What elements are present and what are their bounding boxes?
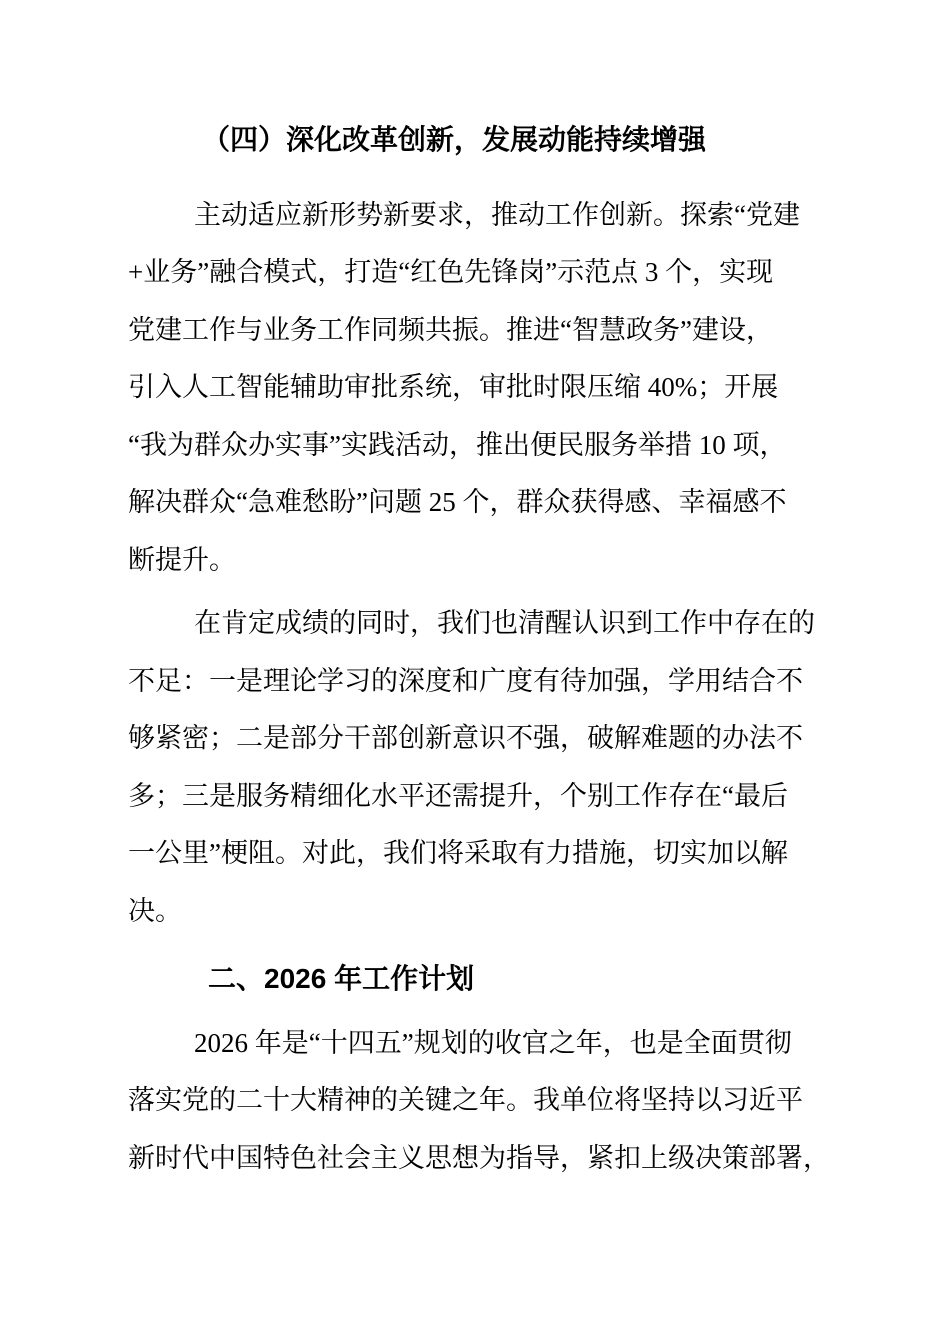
paragraph-line: 解决群众“急难愁盼”问题 25 个，群众获得感、幸福感不 <box>128 487 787 517</box>
paragraph-line: “我为群众办实事”实践活动，推出便民服务举措 10 项， <box>128 429 787 460</box>
heading-text: （四）深化改革创新，发展动能持续增强 <box>202 124 707 155</box>
paragraph-shortcomings <box>128 595 910 940</box>
paragraph-line: 主动适应新形势新要求，推动工作创新。探索“党建 <box>194 199 800 230</box>
paragraph-line: 够紧密；二是部分干部创新意识不强，破解难题的办法不 <box>128 723 803 753</box>
paragraph-line: 不足：一是理论学习的深度和广度有待加强，学用结合不 <box>128 665 803 696</box>
paragraph-line: 在肯定成绩的同时，我们也清醒认识到工作中存在的 <box>194 608 815 638</box>
paragraph-line: 2026 年是“十四五”规划的收官之年，也是全面贯彻 <box>194 1027 792 1058</box>
section-heading-2026-plan <box>128 950 910 1008</box>
paragraph-line: 落实党的二十大精神的关键之年。我单位将坚持以习近平 <box>128 1085 803 1115</box>
section-heading-four <box>128 111 910 169</box>
paragraph-line: 多；三是服务精细化水平还需提升，个别工作存在“最后 <box>128 780 788 811</box>
heading-text: 二、2026 年工作计划 <box>208 963 475 994</box>
paragraph-line: 断提升。 <box>128 544 236 575</box>
paragraph-line: 新时代中国特色社会主义思想为指导，紧扣上级决策部署， <box>128 1142 830 1173</box>
paragraph-line: 决。 <box>128 895 182 926</box>
paragraph-line: 一公里”梗阻。对此，我们将采取有力措施，切实加以解 <box>128 838 788 868</box>
paragraph-2026-outlook <box>128 1015 910 1188</box>
paragraph-line: +业务”融合模式，打造“红色先锋岗”示范点 3 个，实现 <box>128 257 774 287</box>
paragraph-line: 引入人工智能辅助审批系统，审批时限压缩 40%；开展 <box>128 372 779 402</box>
paragraph-reform-innovation <box>128 187 910 590</box>
paragraph-line: 党建工作与业务工作同频共振。推进“智慧政务”建设， <box>128 314 773 345</box>
